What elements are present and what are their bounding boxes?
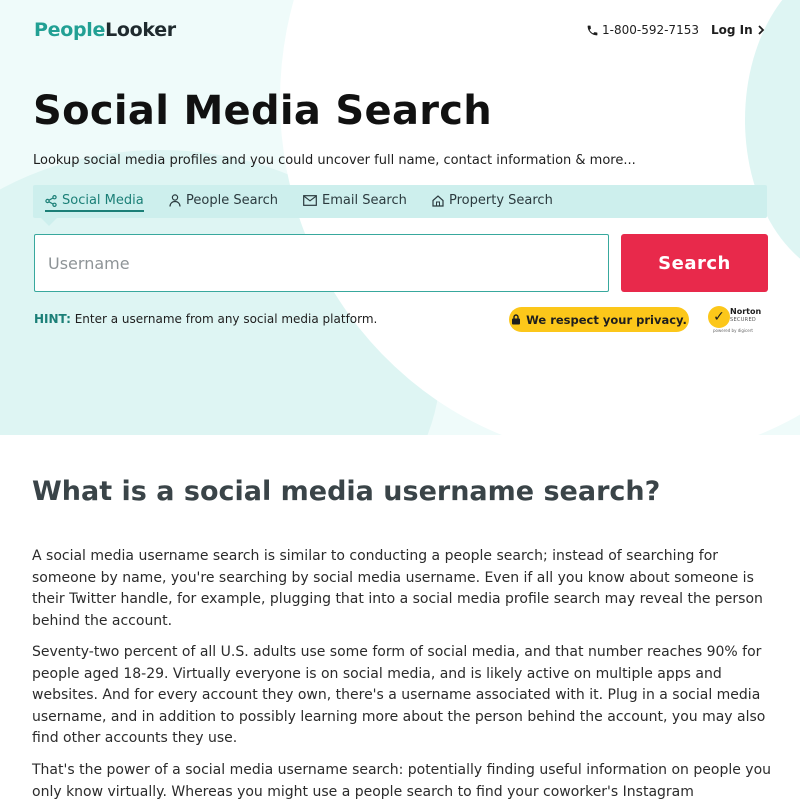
norton-secured: SECURED — [730, 317, 757, 323]
tab-label: People Search — [186, 193, 278, 208]
person-icon — [169, 194, 181, 207]
privacy-text: We respect your privacy. — [526, 312, 687, 327]
tab-property-search[interactable] — [432, 193, 553, 208]
norton-powered: powered by digicert — [713, 328, 753, 333]
logo-text-people: People — [34, 19, 106, 41]
checkmark-icon: ✓ — [708, 306, 730, 328]
article-paragraph: That's the power of a social media username search: potentially finding useful information on people you only know virtually. Whereas you might use a people search to find your coworker's Instagram — [32, 762, 772, 800]
mail-icon — [303, 195, 317, 206]
search-type-tabs — [33, 185, 767, 218]
norton-seal[interactable] — [708, 305, 766, 335]
username-input[interactable] — [34, 234, 609, 292]
hint-label: HINT: — [34, 312, 71, 326]
phone-number: 1-800-592-7153 — [602, 23, 699, 37]
search-button[interactable]: Search — [621, 234, 768, 292]
privacy-badge — [509, 307, 689, 332]
tab-label: Social Media — [62, 193, 144, 208]
login-label: Log In — [711, 23, 753, 37]
lock-icon — [511, 314, 521, 325]
logo[interactable] — [34, 19, 176, 41]
page-subtitle: Lookup social media profiles and you could uncover full name, contact information & more... — [33, 153, 636, 168]
article-heading: What is a social media username search? — [32, 476, 661, 507]
active-tab-pointer — [41, 218, 57, 226]
tab-social-media[interactable] — [45, 193, 144, 212]
hint-text: Enter a username from any social media platform. — [74, 312, 378, 326]
tab-label: Email Search — [322, 193, 407, 208]
phone-link[interactable] — [586, 23, 699, 37]
share-icon — [45, 195, 57, 207]
logo-text-looker: Looker — [105, 19, 176, 41]
chevron-right-icon — [757, 25, 765, 35]
tab-email-search[interactable] — [303, 193, 407, 208]
page-title: Social Media Search — [33, 88, 493, 134]
tab-people-search[interactable] — [169, 193, 278, 208]
norton-name: Norton — [730, 307, 762, 316]
article-paragraph: A social media username search is similar to conducting a people search; instead of searching for someone by name, you're searching by social media username. Even if all you know about someone is their Twitter handle, for example, plugging that into a social media profile search may reveal the person behind the account. — [32, 548, 763, 629]
search-hint — [34, 312, 377, 326]
tab-label: Property Search — [449, 193, 553, 208]
home-icon — [432, 195, 444, 207]
article-paragraph: Seventy-two percent of all U.S. adults use some form of social media, and that number reaches 90% for people aged 18-29. Virtually everyone is on social media, and is likely active on multiple apps and websites. And for every account they own, there's a username associated with it. Plug in a social media username, and in addition to possibly learning more about the person behind the account, you may also find other accounts they use. — [32, 644, 766, 746]
phone-icon — [586, 24, 599, 37]
login-link[interactable] — [711, 23, 765, 37]
